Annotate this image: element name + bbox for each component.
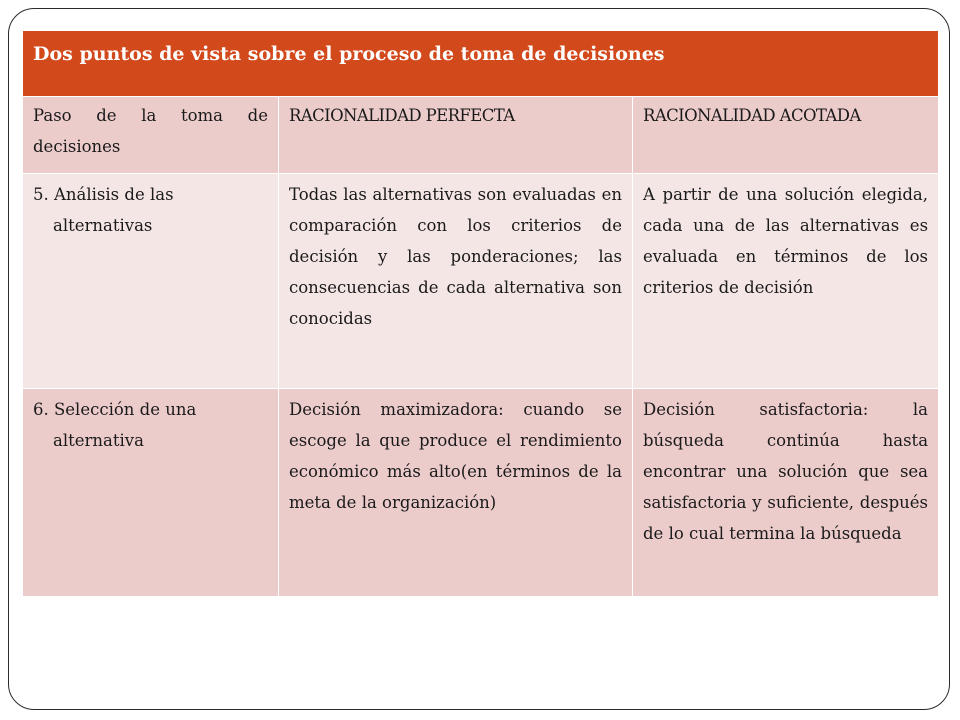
- column-header-bounded: RACIONALIDAD ACOTADA: [633, 97, 939, 174]
- table-row: [23, 389, 939, 597]
- row-step-cell: 5. Análisis de las alternativas: [23, 174, 279, 389]
- table-row: [23, 174, 939, 389]
- row-bounded-cell: Decisión satisfactoria: la búsqueda continúa hasta encontrar una solución que sea satisfactoria y suficiente, después de lo cual termina la búsqueda: [633, 389, 939, 597]
- row-perfect-cell: Decisión maximizadora: cuando se escoge la que produce el rendimiento económico más alto(en términos de la meta de la organización): [279, 389, 633, 597]
- table-title: Dos puntos de vista sobre el proceso de toma de decisiones: [23, 31, 939, 97]
- row-perfect-cell: Todas las alternativas son evaluadas en comparación con los criterios de decisión y las ponderaciones; las consecuencias de cada alternativa son conocidas: [279, 174, 633, 389]
- decision-table: [22, 30, 939, 597]
- column-header-row: [23, 97, 939, 174]
- row-bounded-cell: A partir de una solución elegida, cada una de las alternativas es evaluada en términos de los criterios de decisión: [633, 174, 939, 389]
- column-header-perfect: RACIONALIDAD PERFECTA: [279, 97, 633, 174]
- column-header-step: Paso de la toma de decisiones: [23, 97, 279, 174]
- row-step-cell: 6. Selección de una alternativa: [23, 389, 279, 597]
- table-title-row: [23, 31, 939, 97]
